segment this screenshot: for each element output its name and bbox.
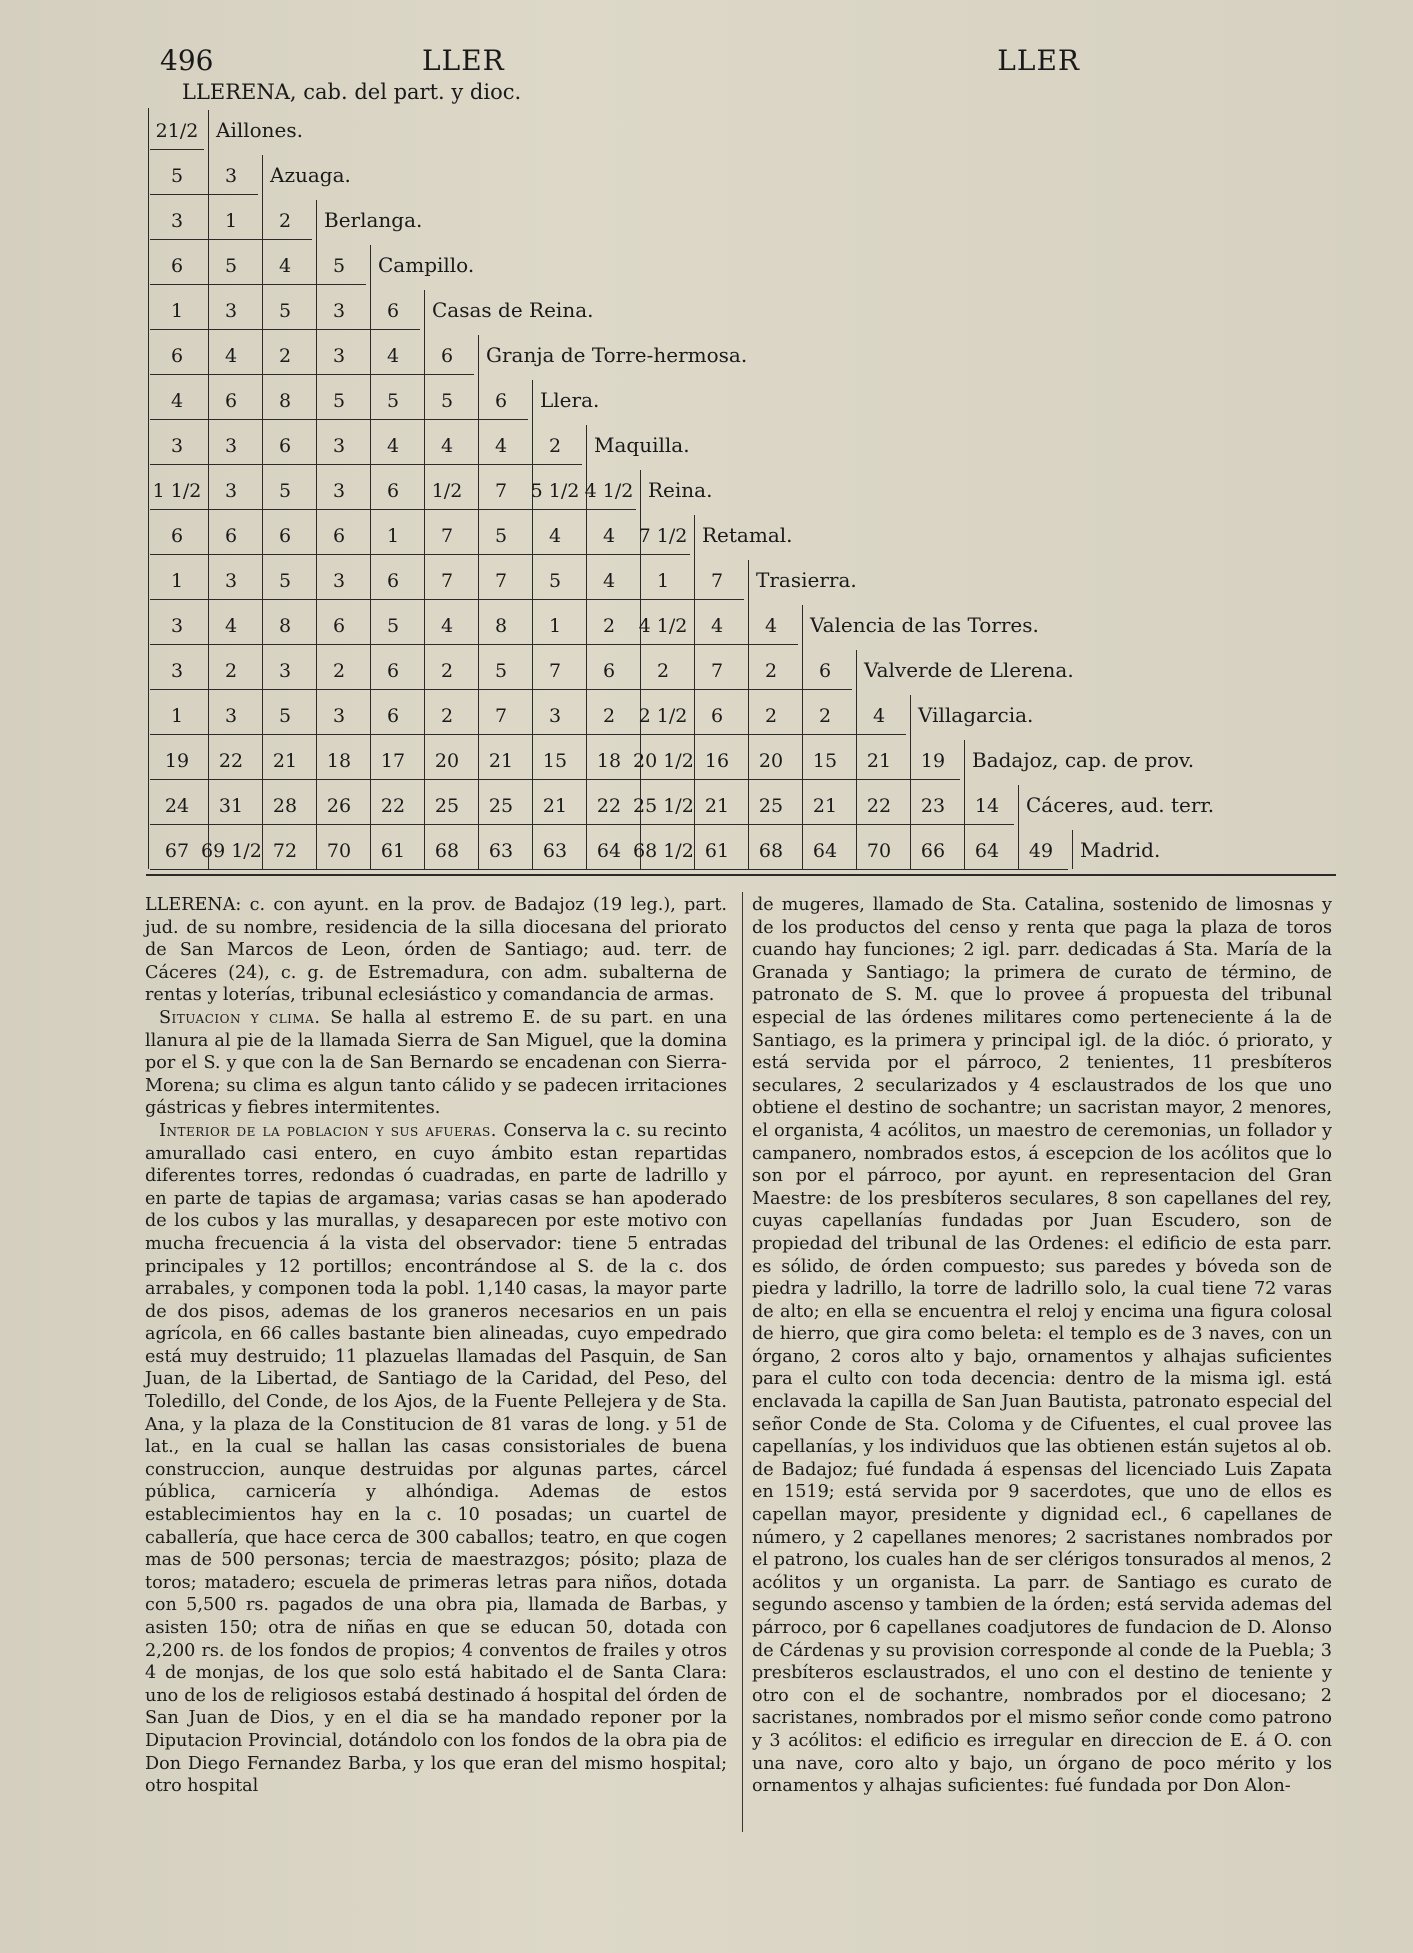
table-cell: 4 [386, 345, 400, 367]
table-cell: 20 1/2 [633, 750, 694, 772]
paragraph [145, 1007, 727, 1120]
table-cell: 68 [758, 840, 784, 862]
table-cell: 6 [224, 390, 238, 412]
table-cell: 6 [386, 570, 400, 592]
table-cell: 2 [224, 660, 238, 682]
section-divider [146, 874, 1336, 876]
table-cell: 6 [386, 660, 400, 682]
table-cell: 2 [602, 705, 616, 727]
table-cell: 2 [332, 660, 346, 682]
table-cell: 3 [548, 705, 562, 727]
table-cell: 22 [218, 750, 244, 772]
table-cell: 1 [224, 210, 238, 232]
table-cell: 5 [332, 255, 346, 277]
table-cell: 25 [434, 795, 460, 817]
table-row-rule [150, 869, 1068, 870]
page-header [160, 44, 1080, 80]
table-town-name: Reina. [648, 478, 713, 502]
table-cell: 7 [710, 570, 724, 592]
table-cell: 4 [764, 615, 778, 637]
table-cell: 4 [602, 525, 616, 547]
table-cell: 5 [386, 390, 400, 412]
table-cell: 18 [326, 750, 352, 772]
table-cell: 7 [440, 525, 454, 547]
table-cell: 3 [224, 705, 238, 727]
table-cell: 70 [866, 840, 892, 862]
table-cell: 6 [710, 705, 724, 727]
table-cell: 6 [278, 525, 292, 547]
table-cell: 4 [440, 435, 454, 457]
table-cell: 3 [170, 615, 184, 637]
page-number: 496 [160, 44, 214, 77]
table-cell: 2 [548, 435, 562, 457]
table-cell: 8 [278, 390, 292, 412]
table-row-rule [150, 779, 960, 780]
table-cell: 3 [332, 300, 346, 322]
table-cell: 5 [440, 390, 454, 412]
table-cell: 1 [386, 525, 400, 547]
table-cell: 1 [548, 615, 562, 637]
table-town-name: Badajoz, cap. de prov. [972, 748, 1195, 772]
table-cell: 7 1/2 [638, 525, 688, 547]
table-town-name: Campillo. [378, 253, 475, 277]
table-cell: 64 [596, 840, 622, 862]
table-row-rule [150, 554, 690, 555]
table-cell: 3 [332, 705, 346, 727]
table-row-rule [150, 284, 366, 285]
running-head-left: LLER [422, 44, 505, 77]
table-cell: 28 [272, 795, 298, 817]
column-separator [742, 892, 743, 1832]
table-cell: 70 [326, 840, 352, 862]
table-cell: 2 [440, 705, 454, 727]
table-column-rule [478, 335, 479, 869]
table-cell: 15 [542, 750, 568, 772]
table-cell: 2 [602, 615, 616, 637]
section-lead: Interior de la poblacion y sus afueras. [159, 1120, 504, 1141]
table-cell: 7 [440, 570, 454, 592]
table-town-name: Cáceres, aud. terr. [1026, 793, 1215, 817]
table-cell: 24 [164, 795, 190, 817]
table-cell: 4 [494, 435, 508, 457]
table-cell: 6 [818, 660, 832, 682]
table-cell: 64 [974, 840, 1000, 862]
table-cell: 19 [164, 750, 190, 772]
table-cell: 1 [656, 570, 670, 592]
table-cell: 6 [332, 615, 346, 637]
table-cell: 66 [920, 840, 946, 862]
table-cell: 2 [764, 660, 778, 682]
table-cell: 6 [170, 345, 184, 367]
table-cell: 6 [386, 705, 400, 727]
table-cell: 1 [170, 705, 184, 727]
table-cell: 61 [704, 840, 730, 862]
table-cell: 5 1/2 [530, 480, 580, 502]
table-cell: 49 [1028, 840, 1054, 862]
table-row-rule [150, 329, 420, 330]
table-cell: 72 [272, 840, 298, 862]
paragraph-text: Se halla al estremo E. de su part. en una llanura al pie de la llamada Sierra de San Miguel, que la domina por el S. y que con la de San Bernardo se encadenan con Sierra-Morena; su clima es algun tanto cálido y se padecen irritaciones gástricas y fiebres intermitentes. [145, 1007, 727, 1119]
table-row-rule [150, 824, 1014, 825]
table-cell: 5 [386, 615, 400, 637]
table-cell: 18 [596, 750, 622, 772]
paragraph: de mugeres, llamado de Sta. Catalina, sostenido de limosnas y de los productos del censo y renta que paga la plaza de toros cuando hay funciones; 2 igl. parr. dedicadas á Sta. María de la Granada y Santiago; la primera de curato de término, de patronato de S. M. que lo provee á propuesta del tribunal especial de las órdenes militares como perteneciente á la de Santiago, es la primera y principal igl. de la dióc. ó priorato, y está servida por el párroco, 2 tenientes, 11 presbíteros seculares, 2 secularizados y 4 esclaustrados de los que uno obtiene el destino de sochantre; un sacristan mayor, 2 menores, el organista, 4 acólitos, un maestro de ceremonias, un follador y campanero, nombrados estos, á escepcion de los acólitos que lo son por el párroco, por ayunt. en representacion del Gran Maestre: de los presbíteros seculares, 8 son capellanes del rey, cuyas capellanías fundadas por Juan Escudero, son de propiedad del tribunal de las Ordenes: el edificio de esta parr. es sólido, de órden compuesto; sus paredes y bóveda son de piedra y ladrillo, la torre de ladrillo solo, la cual tiene 72 varas de alto; en ella se encuentra el reloj y encima una figura colosal de hierro, que gira como beleta: el templo es de 3 naves, con un órgano, 2 coros alto y bajo, ornamentos y alhajas suficientes para el culto con toda decencia: dentro de la misma igl. está enclavada la capilla de San Juan Bautista, patronato especial del señor Conde de Sta. Coloma y de Cifuentes, el cual provee las capellanías, y los individuos que las obtienen están sujetos al ob. de Badajoz; fué fundada á espensas del licenciado Luis Zapata en 1519; está servida por 9 sacerdotes, que uno de ellos es capellan mayor, presidente y dignidad ecl., 6 capellanes de número, y 2 capellanes menores; 2 sacristanes nombrados por el patrono, los cuales han de ser clérigos tonsurados al menos, 2 acólitos y un organista. La parr. de Santiago es curato de segundo ascenso y tambien de la órden; está servida ademas del párroco, por 6 capellanes coadjutores de fundacion de D. Alonso de Cárdenas y su provision corresponde al conde de la Puebla; 3 presbíteros esclaustrados, el uno con el destino de teniente y otro con el de sochantre, nombrados por el diocesano; 2 sacristanes, nombrados por el mismo señor conde como patrono y 3 acólitos: el edificio es irregular en direccion de E. á O. con una nave, coro alto y bajo, un órgano de poco mérito y los ornamentos y alhajas suficientes: fué fundada por Don Alon- [752, 895, 1332, 1797]
table-cell: 2 [278, 210, 292, 232]
table-cell: 6 [440, 345, 454, 367]
table-cell: 31 [218, 795, 244, 817]
paragraph [145, 894, 727, 1007]
section-lead: Situacion y clima. [159, 1007, 331, 1028]
table-town-name: Granja de Torre-hermosa. [486, 343, 748, 367]
paragraph-text: LLERENA: c. con ayunt. en la prov. de Badajoz (19 leg.), part. jud. de su nombre, residencia de la silla diocesana del priorato de San Marcos de Leon, órden de Santiago; aud. terr. de Cáceres (24), c. g. de Estremadura, con adm. subalterna de rentas y loterías, tribunal eclesiástico y comandancia de armas. [145, 895, 727, 1006]
table-cell: 22 [596, 795, 622, 817]
table-cell: 69 1/2 [201, 840, 262, 862]
table-cell: 5 [224, 255, 238, 277]
table-cell: 3 [224, 435, 238, 457]
table-cell: 68 1/2 [633, 840, 694, 862]
distance-table [150, 108, 1250, 872]
table-cell: 7 [494, 705, 508, 727]
table-cell: 64 [812, 840, 838, 862]
table-cell: 3 [332, 345, 346, 367]
table-cell: 3 [332, 480, 346, 502]
table-cell: 4 1/2 [584, 480, 634, 502]
table-row-rule [150, 464, 582, 465]
table-cell: 4 [278, 255, 292, 277]
table-cell: 7 [494, 480, 508, 502]
table-town-name: Berlanga. [324, 208, 423, 232]
table-cell: 6 [278, 435, 292, 457]
paragraph [145, 1120, 727, 1798]
table-cell: 5 [494, 525, 508, 547]
table-row-rule [150, 194, 258, 195]
table-cell: 63 [488, 840, 514, 862]
table-cell: 4 [224, 345, 238, 367]
table-cell: 4 [170, 390, 184, 412]
table-cell: 8 [494, 615, 508, 637]
table-cell: 22 [380, 795, 406, 817]
table-cell: 5 [332, 390, 346, 412]
table-cell: 3 [278, 660, 292, 682]
table-cell: 4 [386, 435, 400, 457]
table-row-rule [150, 239, 312, 240]
table-cell: 1 1/2 [152, 480, 202, 502]
table-cell: 4 [548, 525, 562, 547]
table-cell: 2 [440, 660, 454, 682]
table-column-rule [802, 605, 803, 869]
table-cell: 3 [332, 435, 346, 457]
table-cell: 4 [440, 615, 454, 637]
table-town-name: Aillones. [216, 118, 304, 142]
table-cell: 3 [332, 570, 346, 592]
table-cell: 4 1/2 [638, 615, 688, 637]
table-town-name: Valencia de las Torres. [810, 613, 1039, 637]
table-cell: 14 [974, 795, 1000, 817]
table-town-name: Trasierra. [756, 568, 857, 592]
table-town-name: Madrid. [1080, 838, 1161, 862]
table-cell: 25 [488, 795, 514, 817]
table-cell: 25 [758, 795, 784, 817]
table-cell: 20 [758, 750, 784, 772]
table-cell: 3 [224, 570, 238, 592]
table-town-name: Azuaga. [270, 163, 351, 187]
table-town-name: Retamal. [702, 523, 793, 547]
table-cell: 5 [548, 570, 562, 592]
table-left-rule [148, 108, 149, 869]
table-cell: 2 [656, 660, 670, 682]
table-cell: 3 [170, 210, 184, 232]
table-cell: 1/2 [431, 480, 463, 502]
table-cell: 21 [704, 795, 730, 817]
table-cell: 2 [278, 345, 292, 367]
table-cell: 15 [812, 750, 838, 772]
table-row-rule [150, 644, 798, 645]
table-cell: 23 [920, 795, 946, 817]
table-cell: 6 [332, 525, 346, 547]
table-cell: 8 [278, 615, 292, 637]
table-cell: 5 [278, 570, 292, 592]
table-cell: 2 1/2 [638, 705, 688, 727]
table-cell: 19 [920, 750, 946, 772]
table-cell: 21 [812, 795, 838, 817]
table-cell: 6 [170, 255, 184, 277]
table-cell: 17 [380, 750, 406, 772]
table-town-name: Llera. [540, 388, 600, 412]
table-cell: 2 [818, 705, 832, 727]
table-cell: 7 [548, 660, 562, 682]
table-cell: 3 [224, 300, 238, 322]
table-cell: 3 [170, 660, 184, 682]
table-town-name: Casas de Reina. [432, 298, 594, 322]
table-cell: 6 [170, 525, 184, 547]
table-cell: 61 [380, 840, 406, 862]
table-column-rule [1072, 830, 1073, 869]
table-cell: 3 [224, 165, 238, 187]
table-town-name: Villagarcia. [918, 703, 1034, 727]
table-row-rule [150, 374, 474, 375]
table-cell: 4 [602, 570, 616, 592]
table-cell: 3 [170, 435, 184, 457]
table-cell: 1 [170, 300, 184, 322]
table-cell: 20 [434, 750, 460, 772]
table-cell: 4 [224, 615, 238, 637]
table-cell: 5 [494, 660, 508, 682]
table-cell: 68 [434, 840, 460, 862]
table-cell: 21 [272, 750, 298, 772]
table-cell: 6 [386, 480, 400, 502]
table-cell: 16 [704, 750, 730, 772]
running-head-right: LLER [997, 44, 1080, 77]
table-cell: 4 [872, 705, 886, 727]
table-cell: 22 [866, 795, 892, 817]
table-cell: 6 [386, 300, 400, 322]
table-cell: 67 [164, 840, 190, 862]
table-cell: 21 [488, 750, 514, 772]
table-cell: 4 [710, 615, 724, 637]
table-cell: 5 [278, 480, 292, 502]
table-caption: LLERENA, cab. del part. y dioc. [182, 80, 522, 104]
table-cell: 7 [710, 660, 724, 682]
table-row-rule [150, 689, 852, 690]
table-cell: 3 [224, 480, 238, 502]
table-cell: 21/2 [155, 120, 199, 142]
table-cell: 6 [494, 390, 508, 412]
table-cell: 26 [326, 795, 352, 817]
table-town-name: Maquilla. [594, 433, 690, 457]
table-row-rule [150, 509, 636, 510]
table-cell: 6 [224, 525, 238, 547]
table-cell: 5 [170, 165, 184, 187]
table-row-rule [150, 599, 744, 600]
table-cell: 1 [170, 570, 184, 592]
table-cell: 25 1/2 [633, 795, 694, 817]
table-row-rule [150, 149, 204, 150]
table-cell: 21 [866, 750, 892, 772]
table-column-rule [370, 245, 371, 869]
text-column-left [145, 894, 727, 1798]
paragraph-text: Conserva la c. su recinto amurallado casi entero, en cuyo ámbito estan repartidas diferentes torres, redondas ó cuadradas, en parte de ladrillo y en parte de tapias de argamasa; varias casas se han apoderado de los cubos y las murallas, y desaparecen por este motivo con mucha frecuencia á la vista del observador: tiene 5 entradas principales y 12 portillos; encontrándose al S. de la c. dos arrabales, y componen toda la pobl. 1,140 casas, la mayor parte de dos pisos, ademas de los graneros necesarios en un pais agrícola, en 66 calles bastante bien alineadas, cuyo empedrado está muy destruido; 11 plazuelas llamadas del Pasquin, de San Juan, de la Libertad, de Santiago de la Caridad, del Peso, del Toledillo, del Conde, de los Ajos, de la Fuente Pellejera y de Sta. Ana, y la plaza de la Constitucion de 81 varas de long. y 51 de lat., en la cual se hallan las casas consistoriales de buena construccion, aunque destruidas por algunas partes, cárcel pública, carnicería y alhóndiga. Ademas de estos establecimientos hay en la c. 10 posadas; un cuartel de caballería, que hace cerca de 300 caballos; teatro, en que cogen mas de 500 personas; tercia de maestrazgos; pósito; plaza de toros; matadero; escuela de primeras letras para niños, dotada con 5,500 rs. pagados de una obra pia, llamada de Barbas, y asisten 150; otra de niñas en que se educan 50, dotada con 2,200 rs. de los fondos de propios; 4 conventos de frailes y otros 4 de monjas, de los que solo está habitado el de Santa Clara: uno de los de religiosos estabá destinado á hospital del órden de San Juan de Dios, y en el dia se ha mandado reponer por la Diputacion Provincial, dotándolo con los fondos de la obra pia de Don Diego Fernandez Barba, y los que eran del mismo hospital; otro hospital [145, 1120, 727, 1797]
text-column-right [752, 894, 1332, 1798]
table-cell: 2 [764, 705, 778, 727]
table-cell: 7 [494, 570, 508, 592]
table-row-rule [150, 419, 528, 420]
table-cell: 21 [542, 795, 568, 817]
table-row-rule [150, 734, 906, 735]
table-town-name: Valverde de Llerena. [864, 658, 1074, 682]
table-cell: 5 [278, 705, 292, 727]
table-cell: 6 [602, 660, 616, 682]
table-cell: 5 [278, 300, 292, 322]
table-cell: 63 [542, 840, 568, 862]
